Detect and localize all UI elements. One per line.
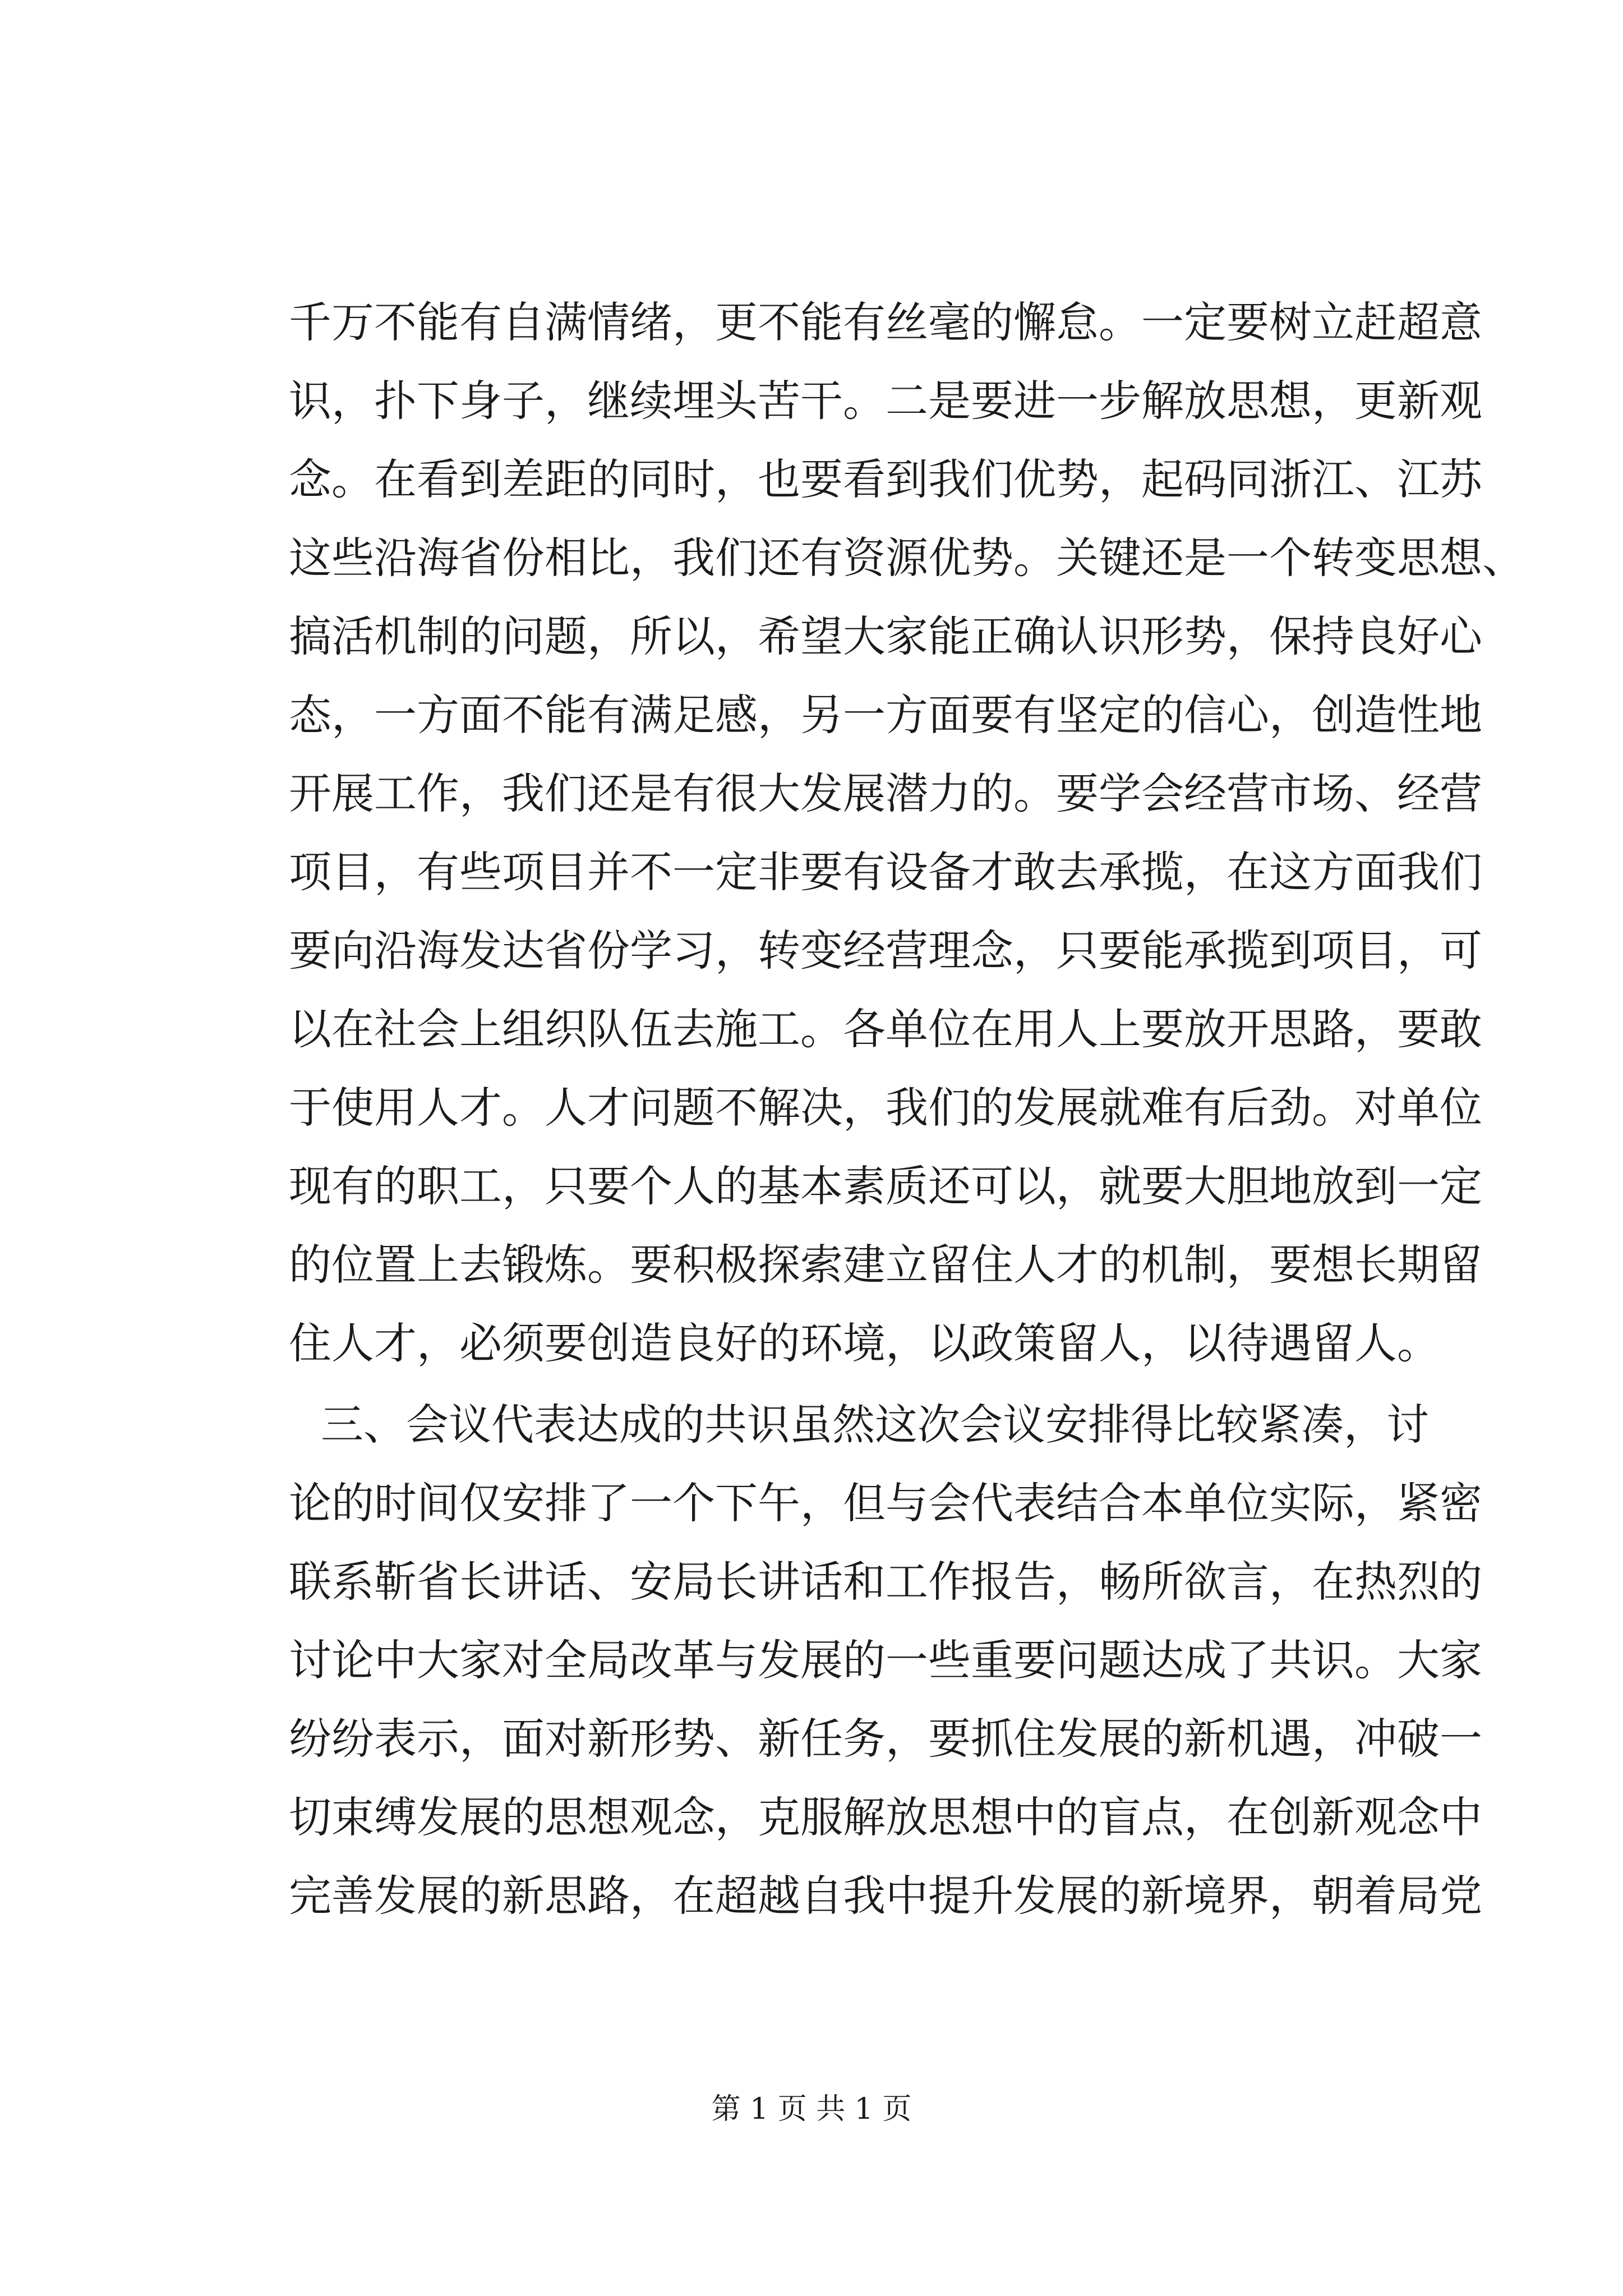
text-line: 讨论中大家对全局改革与发展的一些重要问题达成了共识。大家	[289, 1635, 1482, 1685]
text-line: 开展工作，我们还是有很大发展潜力的。要学会经营市场、经营	[289, 769, 1482, 818]
text-line: 千万不能有自满情绪，更不能有丝毫的懈怠。一定要树立赶超意	[289, 297, 1482, 347]
text-line: 要向沿海发达省份学习，转变经营理念，只要能承揽到项目，可	[289, 926, 1482, 976]
text-line: 搞活机制的问题，所以，希望大家能正确认识形势，保持良好心	[289, 611, 1482, 661]
text-line: 念。在看到差距的同时，也要看到我们优势，起码同浙江、江苏	[289, 454, 1482, 504]
text-line: 项目，有些项目并不一定非要有设备才敢去承揽，在这方面我们	[289, 847, 1482, 897]
text-line: 这些沿海省份相比，我们还有资源优势。关键还是一个转变思想、	[289, 533, 1525, 583]
text-line: 完善发展的新思路，在超越自我中提升发展的新境界，朝着局党	[289, 1871, 1482, 1921]
text-line: 以在社会上组织队伍去施工。各单位在用人上要放开思路，要敢	[289, 1004, 1482, 1054]
paragraph-first-line: 三、会议代表达成的共识虽然这次会议安排得比较紧凑，讨	[321, 1400, 1429, 1450]
text-line: 住人才，必须要创造良好的环境，以政策留人，以待遇留人。	[289, 1318, 1440, 1368]
text-line: 的位置上去锻炼。要积极探索建立留住人才的机制，要想长期留	[289, 1240, 1482, 1290]
text-line: 态，一方面不能有满足感，另一方面要有坚定的信心，创造性地	[289, 690, 1482, 740]
page-footer: 第 1 页 共 1 页	[711, 2092, 912, 2126]
text-line: 切束缚发展的思想观念，克服解放思想中的盲点，在创新观念中	[289, 1792, 1482, 1842]
text-line: 于使用人才。人才问题不解决，我们的发展就难有后劲。对单位	[289, 1083, 1482, 1133]
text-line: 现有的职工，只要个人的基本素质还可以，就要大胆地放到一定	[289, 1161, 1482, 1211]
text-line: 识，扑下身子，继续埋头苦干。二是要进一步解放思想，更新观	[289, 376, 1482, 426]
text-line: 纷纷表示，面对新形势、新任务，要抓住发展的新机遇，冲破一	[289, 1714, 1482, 1764]
text-line: 联系靳省长讲话、安局长讲话和工作报告，畅所欲言，在热烈的	[289, 1557, 1482, 1607]
text-line: 论的时间仅安排了一个下午，但与会代表结合本单位实际，紧密	[289, 1478, 1482, 1528]
